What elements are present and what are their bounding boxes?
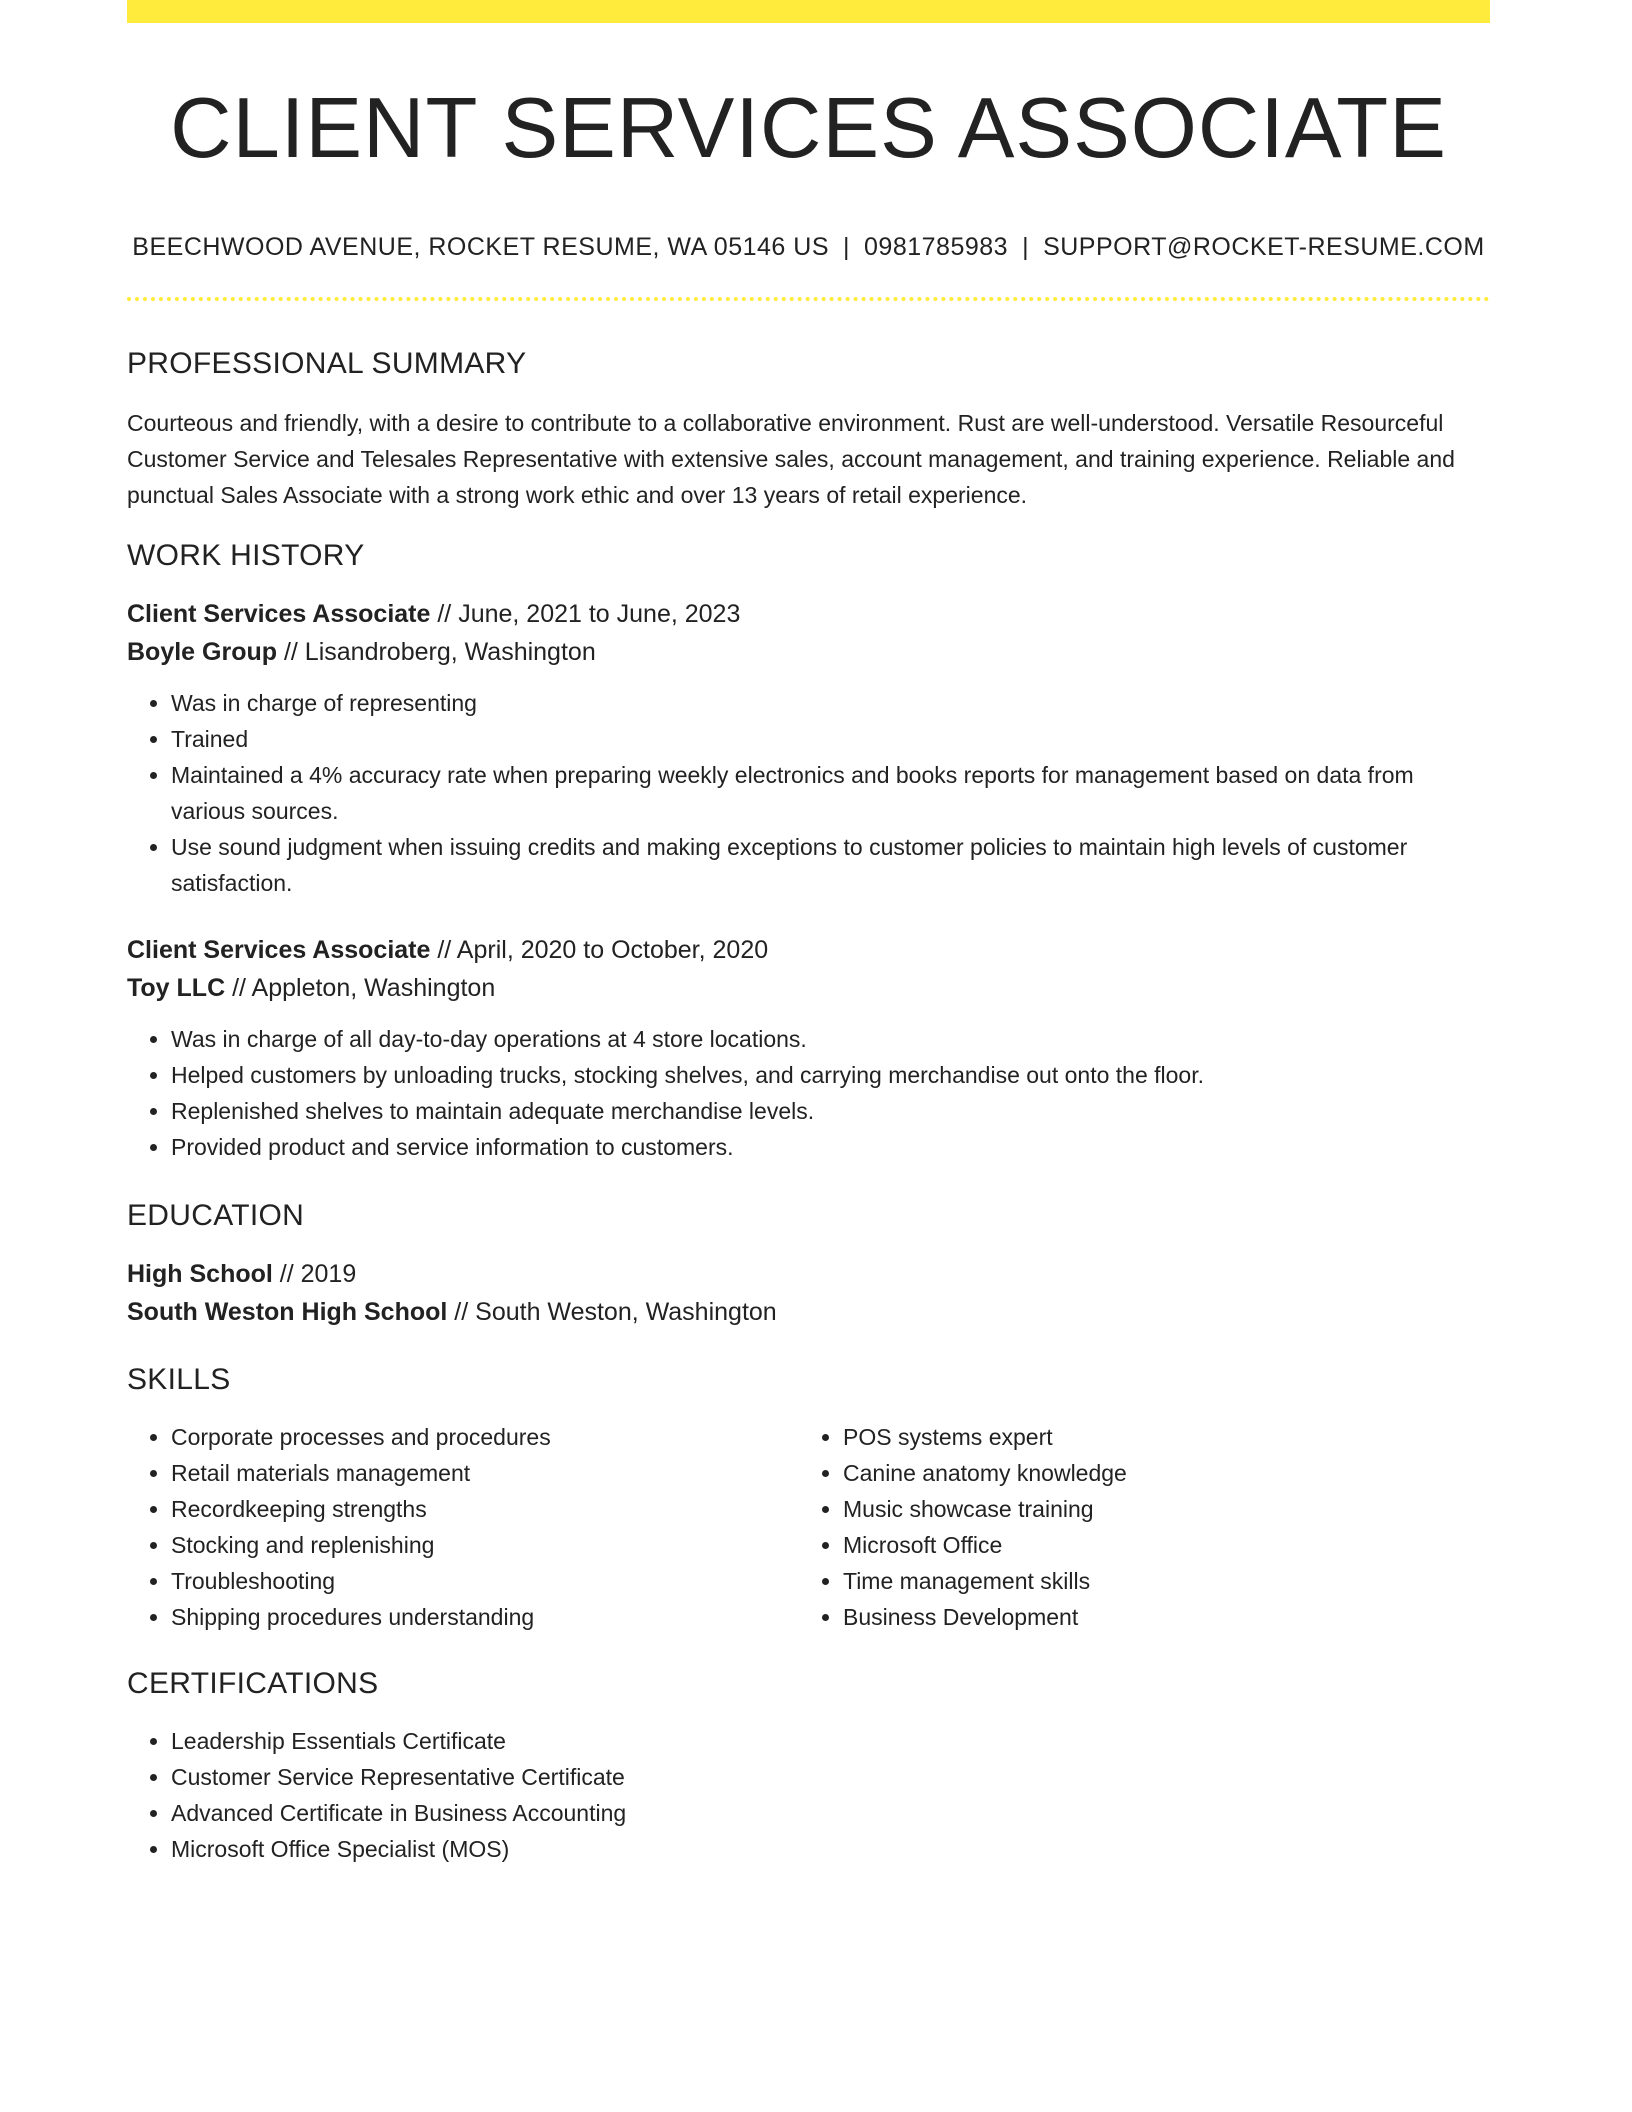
contact-phone: 0981785983 — [864, 233, 1009, 261]
skill-item: • Corporate processes and procedures — [171, 1419, 799, 1455]
job-company: Toy LLC — [127, 974, 226, 1002]
skill-item: • Microsoft Office — [843, 1527, 1399, 1563]
education-degree: High School — [127, 1260, 273, 1288]
job-bullet: • Trained — [171, 721, 1490, 757]
job-role-line — [127, 931, 1490, 969]
skill-item: • Stocking and replenishing — [171, 1527, 799, 1563]
job-dates: // April, 2020 to October, 2020 — [430, 936, 769, 964]
skills-left-column — [127, 1419, 799, 1635]
job-location: // Appleton, Washington — [225, 974, 496, 1002]
job-company-line — [127, 969, 1490, 1007]
job-bullet: • Use sound judgment when issuing credits and making exceptions to customer policies to maintain high levels of customer satisfaction. — [171, 829, 1490, 901]
skills-list — [127, 1419, 799, 1635]
certification-item: • Leadership Essentials Certificate — [171, 1723, 1490, 1759]
certifications-list — [127, 1723, 1490, 1867]
job-bullet-list — [127, 1021, 1490, 1165]
education-school-line — [127, 1293, 1490, 1331]
job-role: Client Services Associate — [127, 936, 431, 964]
certifications-heading: CERTIFICATIONS — [127, 1667, 379, 1700]
contact-address: BEECHWOOD AVENUE, ROCKET RESUME, WA 05146 US — [132, 233, 830, 261]
job-dates: // June, 2021 to June, 2023 — [430, 600, 741, 628]
skills-columns — [127, 1419, 1490, 1635]
skill-item: • Recordkeeping strengths — [171, 1491, 799, 1527]
job-bullet: • Was in charge of all day-to-day operations at 4 store locations. — [171, 1021, 1490, 1057]
job-bullet: • Replenished shelves to maintain adequate merchandise levels. — [171, 1093, 1490, 1129]
contact-line — [127, 231, 1490, 263]
skill-item: • POS systems expert — [843, 1419, 1399, 1455]
skill-item: • Retail materials management — [171, 1455, 799, 1491]
education-year: // 2019 — [272, 1260, 357, 1288]
contact-separator: | — [843, 233, 851, 261]
job-bullet: • Was in charge of representing — [171, 685, 1490, 721]
job-company: Boyle Group — [127, 638, 278, 666]
job-bullet-list — [127, 685, 1490, 901]
education-location: // South Weston, Washington — [447, 1298, 777, 1326]
education-heading: EDUCATION — [127, 1199, 305, 1232]
job-bullet: • Provided product and service information to customers. — [171, 1129, 1490, 1165]
education-degree-line — [127, 1255, 1490, 1293]
skill-item: • Troubleshooting — [171, 1563, 799, 1599]
skills-list — [799, 1419, 1399, 1635]
skills-heading: SKILLS — [127, 1363, 231, 1396]
job-role: Client Services Associate — [127, 600, 431, 628]
job-entry — [127, 931, 1490, 1165]
contact-email: SUPPORT@ROCKET-RESUME.COM — [1043, 233, 1485, 261]
certification-item: • Advanced Certificate in Business Accounting — [171, 1795, 1490, 1831]
dotted-divider — [127, 297, 1490, 301]
skill-item: • Business Development — [843, 1599, 1399, 1635]
summary-text: Courteous and friendly, with a desire to contribute to a collaborative environment. Rust are well-understood. Versatile Resourceful Customer Service and Telesales Representative with extensive sales, account management, and training experience. Reliable and punctual Sales Associate with a strong work ethic and over 13 years of retail experience. — [127, 410, 1455, 508]
work-history-heading: WORK HISTORY — [127, 539, 365, 572]
skill-item: • Music showcase training — [843, 1491, 1399, 1527]
education-school: South Weston High School — [127, 1298, 448, 1326]
job-bullet: • Maintained a 4% accuracy rate when preparing weekly electronics and books reports for management based on data from various sources. — [171, 757, 1490, 829]
skills-right-column — [799, 1419, 1399, 1635]
job-bullet: • Helped customers by unloading trucks, stocking shelves, and carrying merchandise out onto the floor. — [171, 1057, 1490, 1093]
certification-item: • Microsoft Office Specialist (MOS) — [171, 1831, 1490, 1867]
skill-item: • Time management skills — [843, 1563, 1399, 1599]
skill-item: • Canine anatomy knowledge — [843, 1455, 1399, 1491]
job-entry — [127, 595, 1490, 901]
resume-title: CLIENT SERVICES ASSOCIATE — [170, 81, 1447, 176]
job-company-line — [127, 633, 1490, 671]
certification-item: • Customer Service Representative Certificate — [171, 1759, 1490, 1795]
job-location: // Lisandroberg, Washington — [277, 638, 596, 666]
skill-item: • Shipping procedures understanding — [171, 1599, 799, 1635]
contact-separator: | — [1022, 233, 1030, 261]
job-role-line — [127, 595, 1490, 633]
summary-heading: PROFESSIONAL SUMMARY — [127, 347, 527, 380]
resume-content — [127, 0, 1490, 1867]
